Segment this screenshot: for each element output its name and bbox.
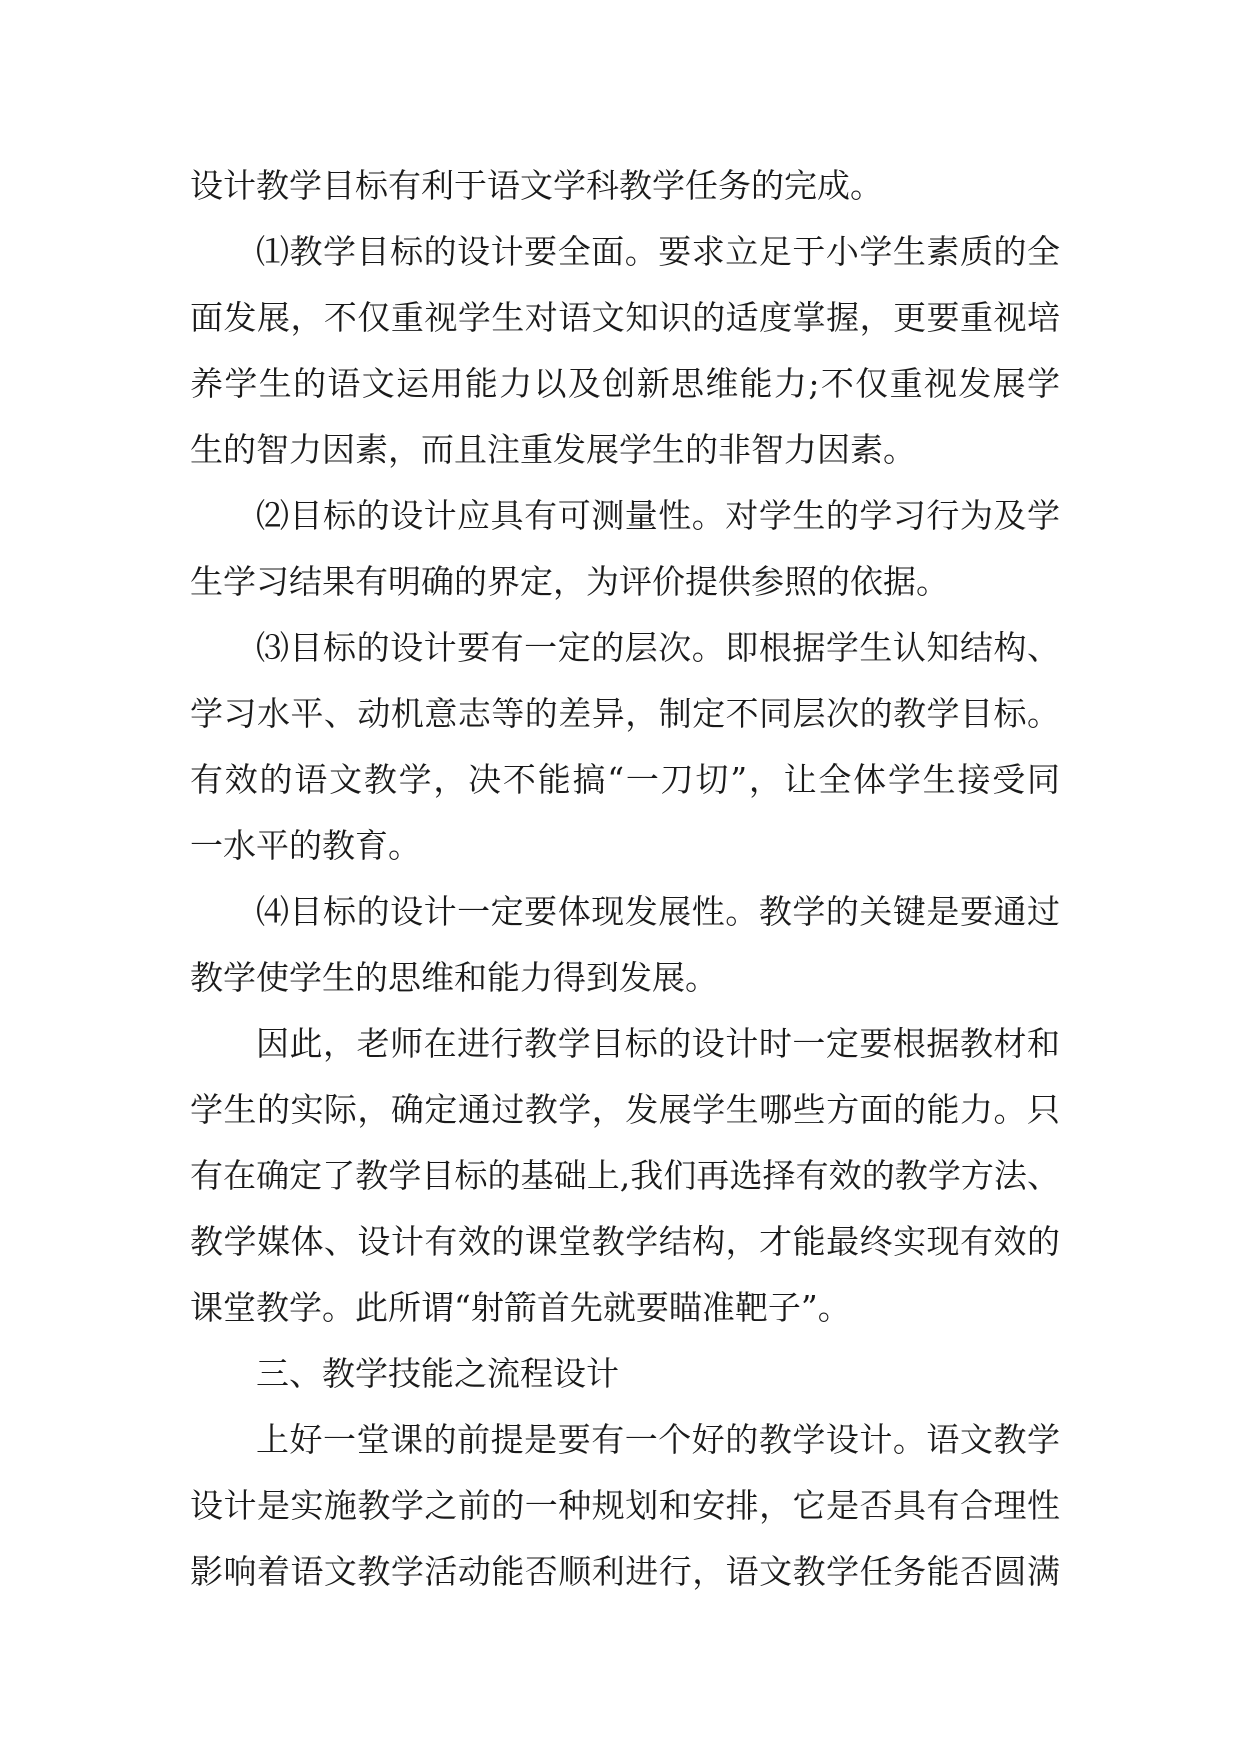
section-heading: 三、教学技能之流程设计 bbox=[256, 1354, 619, 1393]
text-line: ⑷目标的设计一定要体现发展性。教学的关键是要通过 bbox=[256, 892, 1060, 931]
text-line: 课堂教学。此所谓“射箭首先就要瞄准靶子”。 bbox=[190, 1288, 851, 1327]
text-line: ⑵目标的设计应具有可测量性。对学生的学习行为及学 bbox=[256, 496, 1060, 535]
text-line: 因此，老师在进行教学目标的设计时一定要根据教材和 bbox=[256, 1024, 1060, 1063]
text-line: 设计是实施教学之前的一种规划和安排，它是否具有合理性 bbox=[190, 1486, 1060, 1525]
text-line: 上好一堂课的前提是要有一个好的教学设计。语文教学 bbox=[256, 1420, 1060, 1459]
text-line: 影响着语文教学活动能否顺利进行，语文教学任务能否圆满 bbox=[190, 1552, 1060, 1591]
text-line: 生的智力因素，而且注重发展学生的非智力因素。 bbox=[190, 430, 916, 469]
text-line: 设计教学目标有利于语文学科教学任务的完成。 bbox=[190, 166, 883, 205]
text-line: 学生的实际，确定通过教学，发展学生哪些方面的能力。只 bbox=[190, 1090, 1060, 1129]
text-line: 一水平的教育。 bbox=[190, 826, 421, 865]
text-line: ⑶目标的设计要有一定的层次。即根据学生认知结构、 bbox=[256, 628, 1060, 667]
text-line: 养学生的语文运用能力以及创新思维能力;不仅重视发展学 bbox=[190, 364, 1060, 403]
text-line: 生学习结果有明确的界定，为评价提供参照的依据。 bbox=[190, 562, 949, 601]
text-line: 学习水平、动机意志等的差异，制定不同层次的教学目标。 bbox=[190, 694, 1060, 733]
text-line: ⑴教学目标的设计要全面。要求立足于小学生素质的全 bbox=[256, 232, 1060, 271]
text-line: 教学使学生的思维和能力得到发展。 bbox=[190, 958, 718, 997]
text-line: 有效的语文教学，决不能搞“一刀切”，让全体学生接受同 bbox=[190, 760, 1060, 799]
text-line: 教学媒体、设计有效的课堂教学结构，才能最终实现有效的 bbox=[190, 1222, 1060, 1261]
text-line: 面发展，不仅重视学生对语文知识的适度掌握，更要重视培 bbox=[190, 298, 1060, 337]
text-line: 有在确定了教学目标的基础上,我们再选择有效的教学方法、 bbox=[190, 1156, 1060, 1195]
